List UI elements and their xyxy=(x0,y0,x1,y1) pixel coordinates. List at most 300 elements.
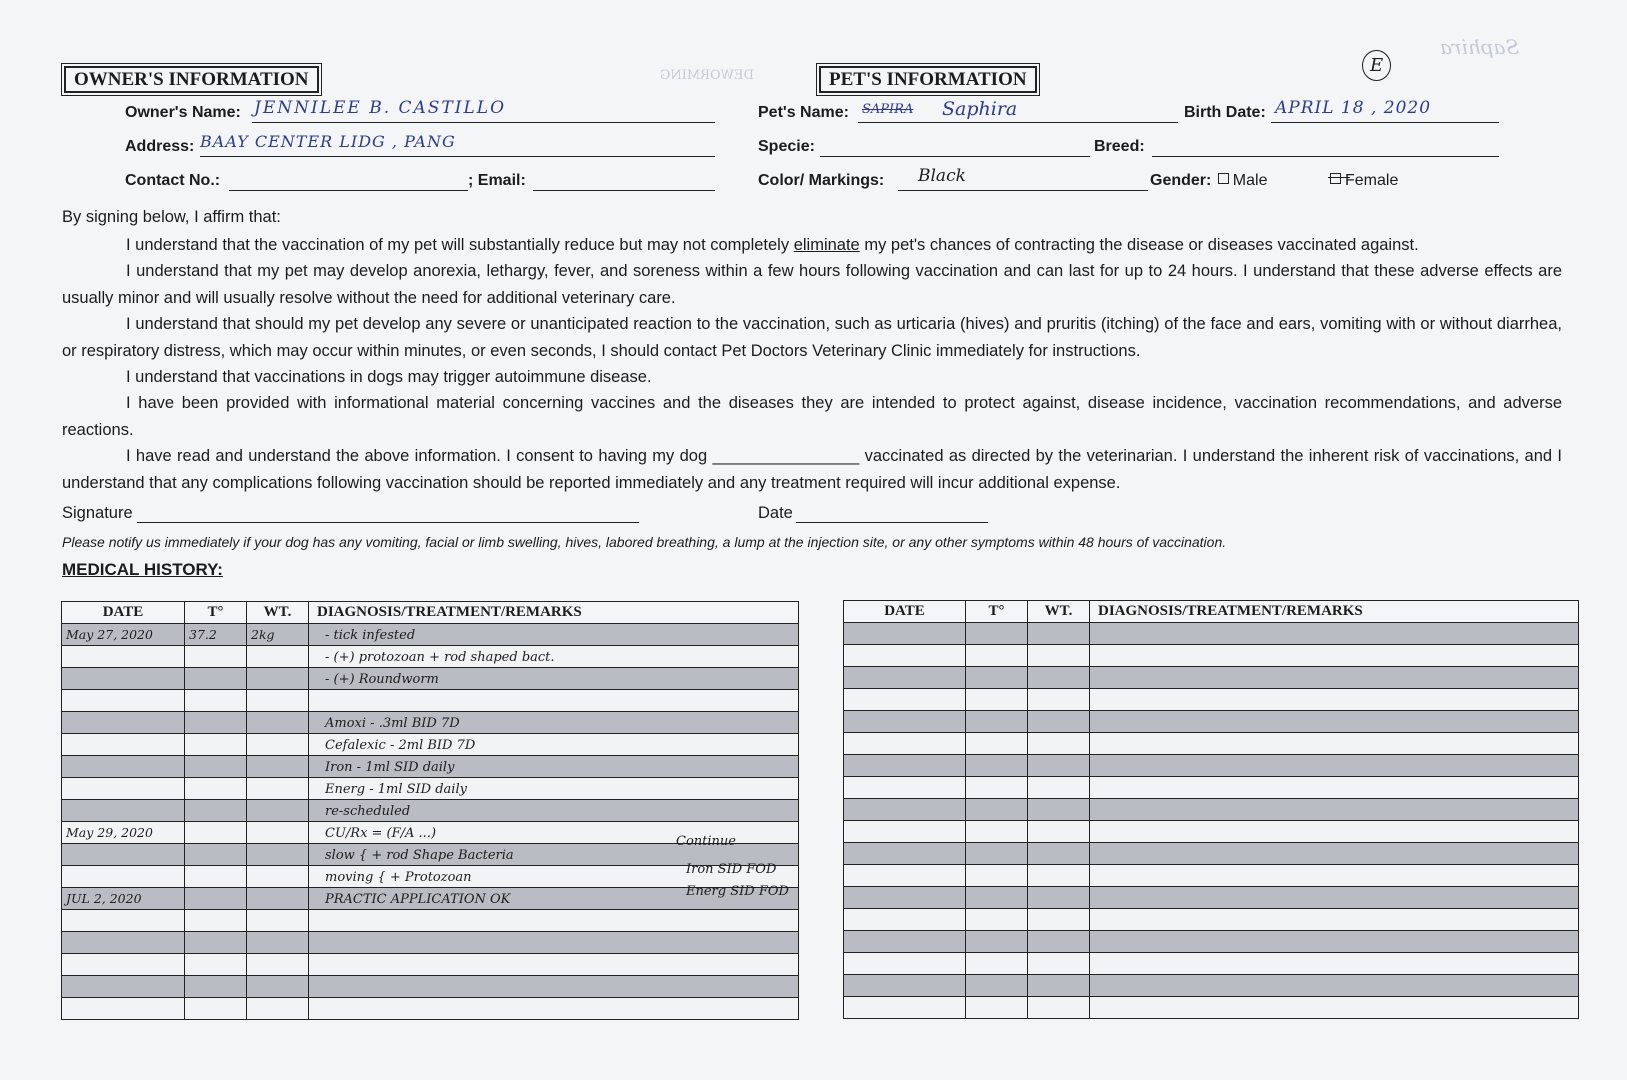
empty-cell xyxy=(1090,689,1579,711)
cell-date xyxy=(62,712,185,734)
cell-remarks xyxy=(309,712,799,734)
cell-remarks xyxy=(309,756,799,778)
address-line xyxy=(200,156,715,157)
column-header-remarks: DIAGNOSIS/TREATMENT/REMARKS xyxy=(1090,601,1579,623)
table-row xyxy=(62,800,799,822)
empty-cell xyxy=(1090,953,1579,975)
pet-name-line xyxy=(858,122,1178,123)
empty-cell xyxy=(966,975,1028,997)
cell-remarks xyxy=(309,954,799,976)
cell-temp xyxy=(185,844,247,866)
table-row xyxy=(62,668,799,690)
address-label: Address: xyxy=(125,138,195,155)
handwritten-remarks xyxy=(309,958,325,973)
handwritten-remarks: Cefalexic - 2ml BID 7D xyxy=(325,737,476,753)
empty-cell xyxy=(966,645,1028,667)
handwritten-wt xyxy=(247,737,251,752)
empty-cell xyxy=(844,821,966,843)
cell-temp xyxy=(185,888,247,910)
handwritten-date xyxy=(62,869,66,884)
cell-remarks xyxy=(309,778,799,800)
handwritten-temp xyxy=(185,825,189,840)
cell-wt xyxy=(247,976,309,998)
cell-wt xyxy=(247,668,309,690)
handwritten-wt xyxy=(247,847,251,862)
table-row xyxy=(844,865,1579,887)
email-line xyxy=(533,190,715,191)
medical-history-table-left xyxy=(61,601,799,1020)
table-row xyxy=(844,711,1579,733)
specie-line xyxy=(820,156,1090,157)
owner-name-line xyxy=(252,122,715,123)
handwritten-remarks: PRACTIC APPLICATION OK xyxy=(325,891,511,907)
empty-cell xyxy=(966,711,1028,733)
empty-cell xyxy=(1028,997,1090,1019)
contact-label: Contact No.: xyxy=(125,172,221,189)
empty-cell xyxy=(844,777,966,799)
cell-date xyxy=(62,976,185,998)
side-note: Energ SID FOD xyxy=(686,884,789,899)
empty-cell xyxy=(1090,975,1579,997)
handwritten-remarks: - (+) Roundworm xyxy=(325,671,439,687)
column-header-temp: T° xyxy=(185,602,247,624)
handwritten-temp xyxy=(185,957,189,972)
female-checkbox xyxy=(1330,173,1341,184)
empty-cell xyxy=(966,777,1028,799)
cell-date xyxy=(62,778,185,800)
cell-date xyxy=(62,624,185,646)
empty-cell xyxy=(966,953,1028,975)
handwritten-date xyxy=(62,913,66,928)
cell-temp xyxy=(185,998,247,1020)
cell-date xyxy=(62,822,185,844)
empty-cell xyxy=(1090,865,1579,887)
male-checkbox xyxy=(1218,173,1229,184)
empty-cell xyxy=(1090,887,1579,909)
handwritten-remarks: Amoxi - .3ml BID 7D xyxy=(325,715,460,731)
empty-cell xyxy=(844,711,966,733)
empty-cell xyxy=(966,755,1028,777)
table-row xyxy=(62,910,799,932)
handwritten-remarks xyxy=(309,980,325,995)
handwritten-wt xyxy=(247,649,251,664)
owner-info-heading: OWNER'S INFORMATION xyxy=(64,66,319,93)
cell-remarks xyxy=(309,690,799,712)
empty-cell xyxy=(844,645,966,667)
empty-cell xyxy=(966,733,1028,755)
empty-cell xyxy=(844,865,966,887)
handwritten-wt xyxy=(247,979,251,994)
empty-cell xyxy=(966,667,1028,689)
handwritten-date xyxy=(62,1001,66,1016)
pet-info-heading: PET'S INFORMATION xyxy=(819,66,1037,93)
cell-temp xyxy=(185,756,247,778)
date-line xyxy=(796,522,988,523)
handwritten-remarks xyxy=(309,694,325,709)
empty-cell xyxy=(844,689,966,711)
empty-cell xyxy=(844,887,966,909)
cell-wt xyxy=(247,910,309,932)
empty-cell xyxy=(1090,931,1579,953)
cell-temp xyxy=(185,976,247,998)
color-markings-value: Black xyxy=(918,166,966,186)
cell-date xyxy=(62,690,185,712)
handwritten-remarks: - (+) protozoan + rod shaped bact. xyxy=(325,649,555,665)
handwritten-temp xyxy=(185,737,189,752)
table-row xyxy=(844,777,1579,799)
table-row xyxy=(844,689,1579,711)
contact-line xyxy=(229,190,468,191)
consent-paragraph-3: I understand that should my pet develop any severe or unanticipated reaction to the vaccination, such as urticaria (hives) and pruritis (itching) of the face and ears, vomiting with or without diarrhea, or respiratory distress, which may occur within minutes, or even seconds, I should contact Pet Doctors Veterinary Clinic immediately for instructions. xyxy=(62,315,1562,360)
handwritten-wt xyxy=(247,715,251,730)
cell-remarks xyxy=(309,976,799,998)
handwritten-date xyxy=(62,693,66,708)
empty-cell xyxy=(844,667,966,689)
handwritten-temp xyxy=(185,715,189,730)
column-header-date: DATE xyxy=(844,601,966,623)
email-label: ; Email: xyxy=(468,172,526,189)
cell-temp xyxy=(185,954,247,976)
handwritten-remarks: Energ - 1ml SID daily xyxy=(325,781,467,797)
empty-cell xyxy=(844,733,966,755)
gender-female-option: Female xyxy=(1330,172,1398,190)
handwritten-remarks xyxy=(309,914,325,929)
corner-mark: E xyxy=(1362,50,1391,81)
empty-cell xyxy=(1028,645,1090,667)
cell-remarks xyxy=(309,734,799,756)
cell-temp xyxy=(185,624,247,646)
cell-date xyxy=(62,866,185,888)
table-row xyxy=(62,998,799,1020)
breed-line xyxy=(1152,156,1499,157)
handwritten-remarks xyxy=(309,1002,325,1017)
empty-cell xyxy=(1028,777,1090,799)
handwritten-date: May 27, 2020 xyxy=(66,626,153,642)
signature-line xyxy=(137,522,639,523)
handwritten-remarks: re-scheduled xyxy=(325,803,411,819)
cell-wt xyxy=(247,712,309,734)
consent-intro: By signing below, I affirm that: xyxy=(62,208,281,226)
cell-remarks xyxy=(309,910,799,932)
cell-date xyxy=(62,800,185,822)
cell-remarks xyxy=(309,668,799,690)
consent-paragraph-5: I have been provided with informational material concerning vaccines and the diseases they are intended to protect against, disease incidence, vaccination recommendations, and adverse reactions. xyxy=(62,394,1562,439)
cell-wt xyxy=(247,624,309,646)
medical-history-table-right xyxy=(843,600,1579,1019)
handwritten-temp xyxy=(185,935,189,950)
empty-cell xyxy=(1028,755,1090,777)
handwritten-wt xyxy=(247,825,251,840)
handwritten-wt xyxy=(247,781,251,796)
handwritten-date: May 29, 2020 xyxy=(66,824,153,840)
empty-cell xyxy=(966,799,1028,821)
empty-cell xyxy=(1028,733,1090,755)
consent-paragraph-1: I understand that the vaccination of my pet will substantially reduce but may not completely eliminate my pet's chances of contracting the disease or diseases vaccinated against. xyxy=(126,236,1419,254)
empty-cell xyxy=(1090,711,1579,733)
table-row xyxy=(844,733,1579,755)
empty-cell xyxy=(966,887,1028,909)
column-header-weight: WT. xyxy=(247,602,309,624)
empty-cell xyxy=(1028,821,1090,843)
table-row xyxy=(844,997,1579,1019)
empty-cell xyxy=(844,975,966,997)
empty-cell xyxy=(1090,733,1579,755)
handwritten-remarks: Iron - 1ml SID daily xyxy=(325,759,455,775)
cell-temp xyxy=(185,690,247,712)
table-row xyxy=(844,931,1579,953)
handwritten-temp xyxy=(185,781,189,796)
handwritten-remarks xyxy=(309,936,325,951)
table-row xyxy=(62,932,799,954)
handwritten-date xyxy=(62,781,66,796)
cell-wt xyxy=(247,646,309,668)
table-row xyxy=(844,667,1579,689)
handwritten-date xyxy=(62,649,66,664)
empty-cell xyxy=(844,997,966,1019)
cell-wt xyxy=(247,822,309,844)
empty-cell xyxy=(1028,931,1090,953)
cell-temp xyxy=(185,734,247,756)
handwritten-wt: 2kg xyxy=(251,626,275,642)
empty-cell xyxy=(844,799,966,821)
cell-date xyxy=(62,646,185,668)
empty-cell xyxy=(1028,887,1090,909)
table-row xyxy=(844,821,1579,843)
empty-cell xyxy=(966,997,1028,1019)
color-markings-line xyxy=(898,190,1148,191)
handwritten-date xyxy=(62,803,66,818)
empty-cell xyxy=(844,931,966,953)
address-value: BAAY CENTER LIDG , PANG xyxy=(200,132,456,151)
bleed-through-text: DEWORMING xyxy=(660,68,754,83)
medical-history-heading: MEDICAL HISTORY: xyxy=(62,560,223,579)
empty-cell xyxy=(1090,645,1579,667)
table-row xyxy=(62,690,799,712)
cell-wt xyxy=(247,888,309,910)
empty-cell xyxy=(1090,799,1579,821)
empty-cell xyxy=(966,865,1028,887)
empty-cell xyxy=(844,843,966,865)
handwritten-date xyxy=(62,847,66,862)
empty-cell xyxy=(1028,865,1090,887)
handwritten-wt xyxy=(247,671,251,686)
table-row xyxy=(62,778,799,800)
empty-cell xyxy=(966,909,1028,931)
table-row xyxy=(62,624,799,646)
cell-remarks xyxy=(309,624,799,646)
empty-cell xyxy=(966,623,1028,645)
cell-wt xyxy=(247,998,309,1020)
table-row xyxy=(844,623,1579,645)
table-row xyxy=(62,954,799,976)
table-row xyxy=(62,734,799,756)
empty-cell xyxy=(1028,843,1090,865)
cell-wt xyxy=(247,734,309,756)
cell-temp xyxy=(185,910,247,932)
signature-label: Signature xyxy=(62,504,133,522)
handwritten-temp xyxy=(185,649,189,664)
table-row xyxy=(844,975,1579,997)
handwritten-wt xyxy=(247,957,251,972)
handwritten-wt xyxy=(247,693,251,708)
handwritten-temp xyxy=(185,759,189,774)
side-note: Continue xyxy=(676,834,736,849)
cell-remarks xyxy=(309,646,799,668)
breed-label: Breed: xyxy=(1094,138,1145,155)
empty-cell xyxy=(966,843,1028,865)
handwritten-date xyxy=(62,979,66,994)
cell-wt xyxy=(247,932,309,954)
handwritten-wt xyxy=(247,759,251,774)
handwritten-temp xyxy=(185,693,189,708)
table-row xyxy=(844,843,1579,865)
color-markings-label: Color/ Markings: xyxy=(758,172,885,189)
table-row xyxy=(844,755,1579,777)
column-header-weight: WT. xyxy=(1028,601,1090,623)
column-header-remarks: DIAGNOSIS/TREATMENT/REMARKS xyxy=(309,602,799,624)
handwritten-temp: 37.2 xyxy=(189,626,217,642)
consent-paragraph-4: I understand that vaccinations in dogs may trigger autoimmune disease. xyxy=(126,368,652,386)
empty-cell xyxy=(844,623,966,645)
cell-remarks xyxy=(309,800,799,822)
column-header-date: DATE xyxy=(62,602,185,624)
cell-date xyxy=(62,888,185,910)
empty-cell xyxy=(1028,953,1090,975)
empty-cell xyxy=(1090,909,1579,931)
handwritten-wt xyxy=(247,891,251,906)
empty-cell xyxy=(1090,623,1579,645)
handwritten-temp xyxy=(185,671,189,686)
handwritten-date xyxy=(62,759,66,774)
empty-cell xyxy=(1028,711,1090,733)
birth-date-line xyxy=(1271,122,1499,123)
table-row xyxy=(62,976,799,998)
empty-cell xyxy=(844,755,966,777)
cell-date xyxy=(62,844,185,866)
cell-temp xyxy=(185,800,247,822)
bleed-through-text: Saphira xyxy=(1440,35,1520,59)
cell-wt xyxy=(247,800,309,822)
consent-paragraph-2: I understand that my pet may develop anorexia, lethargy, fever, and soreness within a few hours following vaccination and can last for up to 24 hours. I understand that these adverse effects are usually minor and will usually resolve without the need for additional veterinary care. xyxy=(62,262,1562,307)
cell-date xyxy=(62,954,185,976)
cell-temp xyxy=(185,866,247,888)
cell-date xyxy=(62,998,185,1020)
cell-wt xyxy=(247,778,309,800)
empty-cell xyxy=(1028,909,1090,931)
side-note: Iron SID FOD xyxy=(686,862,777,877)
handwritten-wt xyxy=(247,935,251,950)
table-row xyxy=(844,645,1579,667)
handwritten-temp xyxy=(185,913,189,928)
pet-name-value: Saphira xyxy=(942,98,1018,120)
cell-temp xyxy=(185,646,247,668)
column-header-temp: T° xyxy=(966,601,1028,623)
table-row xyxy=(62,646,799,668)
gender-label: Gender: Male xyxy=(1150,172,1268,189)
handwritten-date xyxy=(62,957,66,972)
empty-cell xyxy=(966,931,1028,953)
empty-cell xyxy=(1028,623,1090,645)
handwritten-temp xyxy=(185,803,189,818)
empty-cell xyxy=(966,821,1028,843)
birth-date-label: Birth Date: xyxy=(1184,104,1266,121)
empty-cell xyxy=(1090,997,1579,1019)
table-row xyxy=(844,887,1579,909)
handwritten-wt xyxy=(247,913,251,928)
handwritten-remarks: slow { + rod Shape Bacteria xyxy=(325,847,514,863)
handwritten-temp xyxy=(185,891,189,906)
cell-temp xyxy=(185,712,247,734)
notify-notice: Please notify us immediately if your dog has any vomiting, facial or limb swelling, hives, labored breathing, a lump at the injection site, or any other symptoms within 48 hours of vaccination. xyxy=(62,534,1227,550)
handwritten-date xyxy=(62,737,66,752)
table-row xyxy=(844,799,1579,821)
cell-date xyxy=(62,756,185,778)
empty-cell xyxy=(844,909,966,931)
handwritten-wt xyxy=(247,803,251,818)
cell-date xyxy=(62,734,185,756)
handwritten-remarks: - tick infested xyxy=(325,627,416,643)
handwritten-temp xyxy=(185,869,189,884)
handwritten-remarks: moving { + Protozoan xyxy=(325,869,472,885)
empty-cell xyxy=(1028,689,1090,711)
handwritten-temp xyxy=(185,979,189,994)
handwritten-wt xyxy=(247,1001,251,1016)
handwritten-date xyxy=(62,715,66,730)
pet-name-struck: SAPIRA xyxy=(862,102,914,117)
cell-wt xyxy=(247,756,309,778)
empty-cell xyxy=(1090,755,1579,777)
cell-remarks xyxy=(309,998,799,1020)
birth-date-value: APRIL 18 , 2020 xyxy=(1275,98,1432,118)
owner-name-value: JENNILEE B. CASTILLO xyxy=(254,98,507,118)
empty-cell xyxy=(1090,843,1579,865)
cell-wt xyxy=(247,844,309,866)
cell-remarks xyxy=(309,932,799,954)
handwritten-temp xyxy=(185,847,189,862)
cell-temp xyxy=(185,822,247,844)
consent-paragraph-6: I have read and understand the above information. I consent to having my dog ________________ vaccinated as directed by the veterinarian. I understand the inherent risk of vaccinations, and I understand that any complications following vaccination should be reported immediately and any treatment required will incur additional expense. xyxy=(62,447,1562,492)
handwritten-date: JUL 2, 2020 xyxy=(66,890,142,906)
empty-cell xyxy=(1090,667,1579,689)
empty-cell xyxy=(1028,667,1090,689)
date-label: Date xyxy=(758,504,793,522)
cell-date xyxy=(62,932,185,954)
cell-date xyxy=(62,668,185,690)
handwritten-date xyxy=(62,671,66,686)
handwritten-date xyxy=(62,935,66,950)
empty-cell xyxy=(1090,821,1579,843)
table-row xyxy=(62,756,799,778)
cell-temp xyxy=(185,778,247,800)
handwritten-remarks: CU/Rx = (F/A ...) xyxy=(325,825,437,841)
cell-wt xyxy=(247,690,309,712)
pet-name-label: Pet's Name: xyxy=(758,104,849,121)
empty-cell xyxy=(1090,777,1579,799)
cell-temp xyxy=(185,932,247,954)
empty-cell xyxy=(1028,975,1090,997)
cell-temp xyxy=(185,668,247,690)
cell-wt xyxy=(247,866,309,888)
handwritten-wt xyxy=(247,869,251,884)
empty-cell xyxy=(966,689,1028,711)
specie-label: Specie: xyxy=(758,138,815,155)
cell-date xyxy=(62,910,185,932)
empty-cell xyxy=(1028,799,1090,821)
owner-name-label: Owner's Name: xyxy=(125,104,241,121)
empty-cell xyxy=(844,953,966,975)
table-row xyxy=(844,953,1579,975)
table-row xyxy=(844,909,1579,931)
